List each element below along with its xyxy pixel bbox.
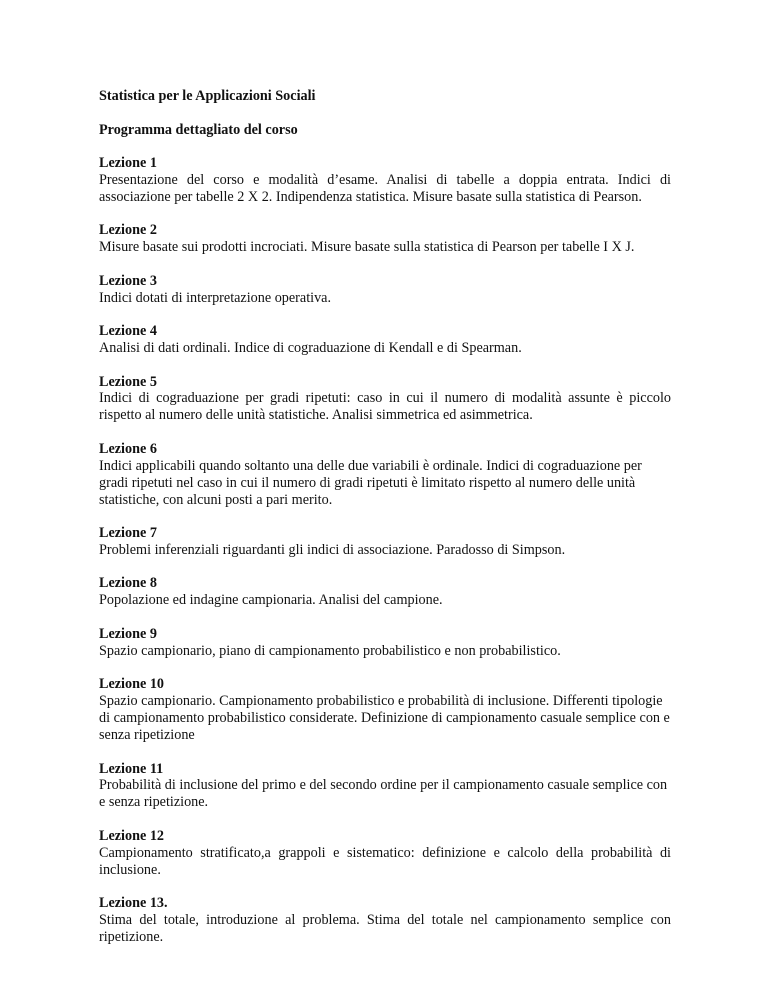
- lesson-title: Lezione 4: [99, 323, 157, 340]
- lesson-description: Campionamento stratificato,a grappoli e sistematico: definizione e calcolo della probabilità di inclusione.: [99, 844, 671, 878]
- lesson-description: Probabilità di inclusione del primo e del secondo ordine per il campionamento casuale semplice con e senza ripetizione.: [99, 777, 668, 811]
- lesson-description: Indici dotati di interpretazione operativa.: [99, 289, 332, 306]
- lesson-3: [99, 273, 671, 307]
- lesson-title: Lezione 6: [99, 440, 157, 457]
- lesson-title: Lezione 13.: [99, 895, 168, 912]
- lesson-1: [99, 155, 671, 206]
- lesson-9: [99, 626, 671, 660]
- lesson-2: [99, 222, 671, 256]
- lesson-description: Problemi inferenziali riguardanti gli indici di associazione. Paradosso di Simpson.: [99, 541, 566, 558]
- lesson-description: Popolazione ed indagine campionaria. Analisi del campione.: [99, 592, 443, 609]
- lesson-title: Lezione 10: [99, 676, 165, 693]
- lesson-title: Lezione 7: [99, 525, 157, 542]
- lesson-description: Indici applicabili quando soltanto una delle due variabili è ordinale. Indici di cograduazione per gradi ripetuti nel caso in cui il numero di gradi ripetuti è limitato rispetto al numero delle unità statistiche, con alcuni posti a pari merito.: [99, 457, 642, 508]
- lesson-description: Misure basate sui prodotti incrociati. Misure basate sulla statistica di Pearson per tabelle I X J.: [99, 239, 635, 256]
- lesson-description: Presentazione del corso e modalità d’esame. Analisi di tabelle a doppia entrata. Indici di associazione per tabelle 2 X 2. Indipendenza statistica. Misure basate sulla statistica di Pearson.: [99, 171, 671, 205]
- lesson-description: Stima del totale, introduzione al problema. Stima del totale nel campionamento semplice con ripetizione.: [99, 912, 671, 945]
- document-page: [99, 88, 671, 962]
- lesson-title: Lezione 12: [99, 827, 165, 844]
- lesson-6: [99, 441, 671, 509]
- lesson-title: Lezione 3: [99, 272, 157, 289]
- document-subtitle: Programma dettagliato del corso: [99, 121, 298, 138]
- lesson-description: Analisi di dati ordinali. Indice di cograduazione di Kendall e di Spearman.: [99, 340, 522, 357]
- lesson-description: Indici di cograduazione per gradi ripetuti: caso in cui il numero di modalità assunte è piccolo rispetto al numero delle unità statistiche. Analisi simmetrica ed asimmetrica.: [99, 390, 671, 424]
- lesson-12: [99, 828, 671, 879]
- lesson-title: Lezione 2: [99, 222, 157, 239]
- lesson-11: [99, 761, 671, 812]
- lesson-title: Lezione 11: [99, 760, 164, 777]
- lesson-10: [99, 676, 671, 744]
- lesson-8: [99, 575, 671, 609]
- lesson-5: [99, 374, 671, 425]
- lesson-title: Lezione 5: [99, 373, 157, 390]
- lesson-title: Lezione 1: [99, 155, 157, 171]
- lesson-4: [99, 323, 671, 357]
- lesson-7: [99, 525, 671, 559]
- lesson-13: [99, 895, 671, 946]
- document-title: Statistica per le Applicazioni Sociali: [99, 88, 316, 104]
- lesson-title: Lezione 9: [99, 625, 157, 642]
- lesson-description: Spazio campionario. Campionamento probabilistico e probabilità di inclusione. Differenti tipologie di campionamento probabilistico considerate. Definizione di campionamento casuale semplice con e senza ripetizione: [99, 693, 670, 743]
- lesson-title: Lezione 8: [99, 575, 157, 592]
- lesson-description: Spazio campionario, piano di campionamento probabilistico e non probabilistico.: [99, 642, 561, 659]
